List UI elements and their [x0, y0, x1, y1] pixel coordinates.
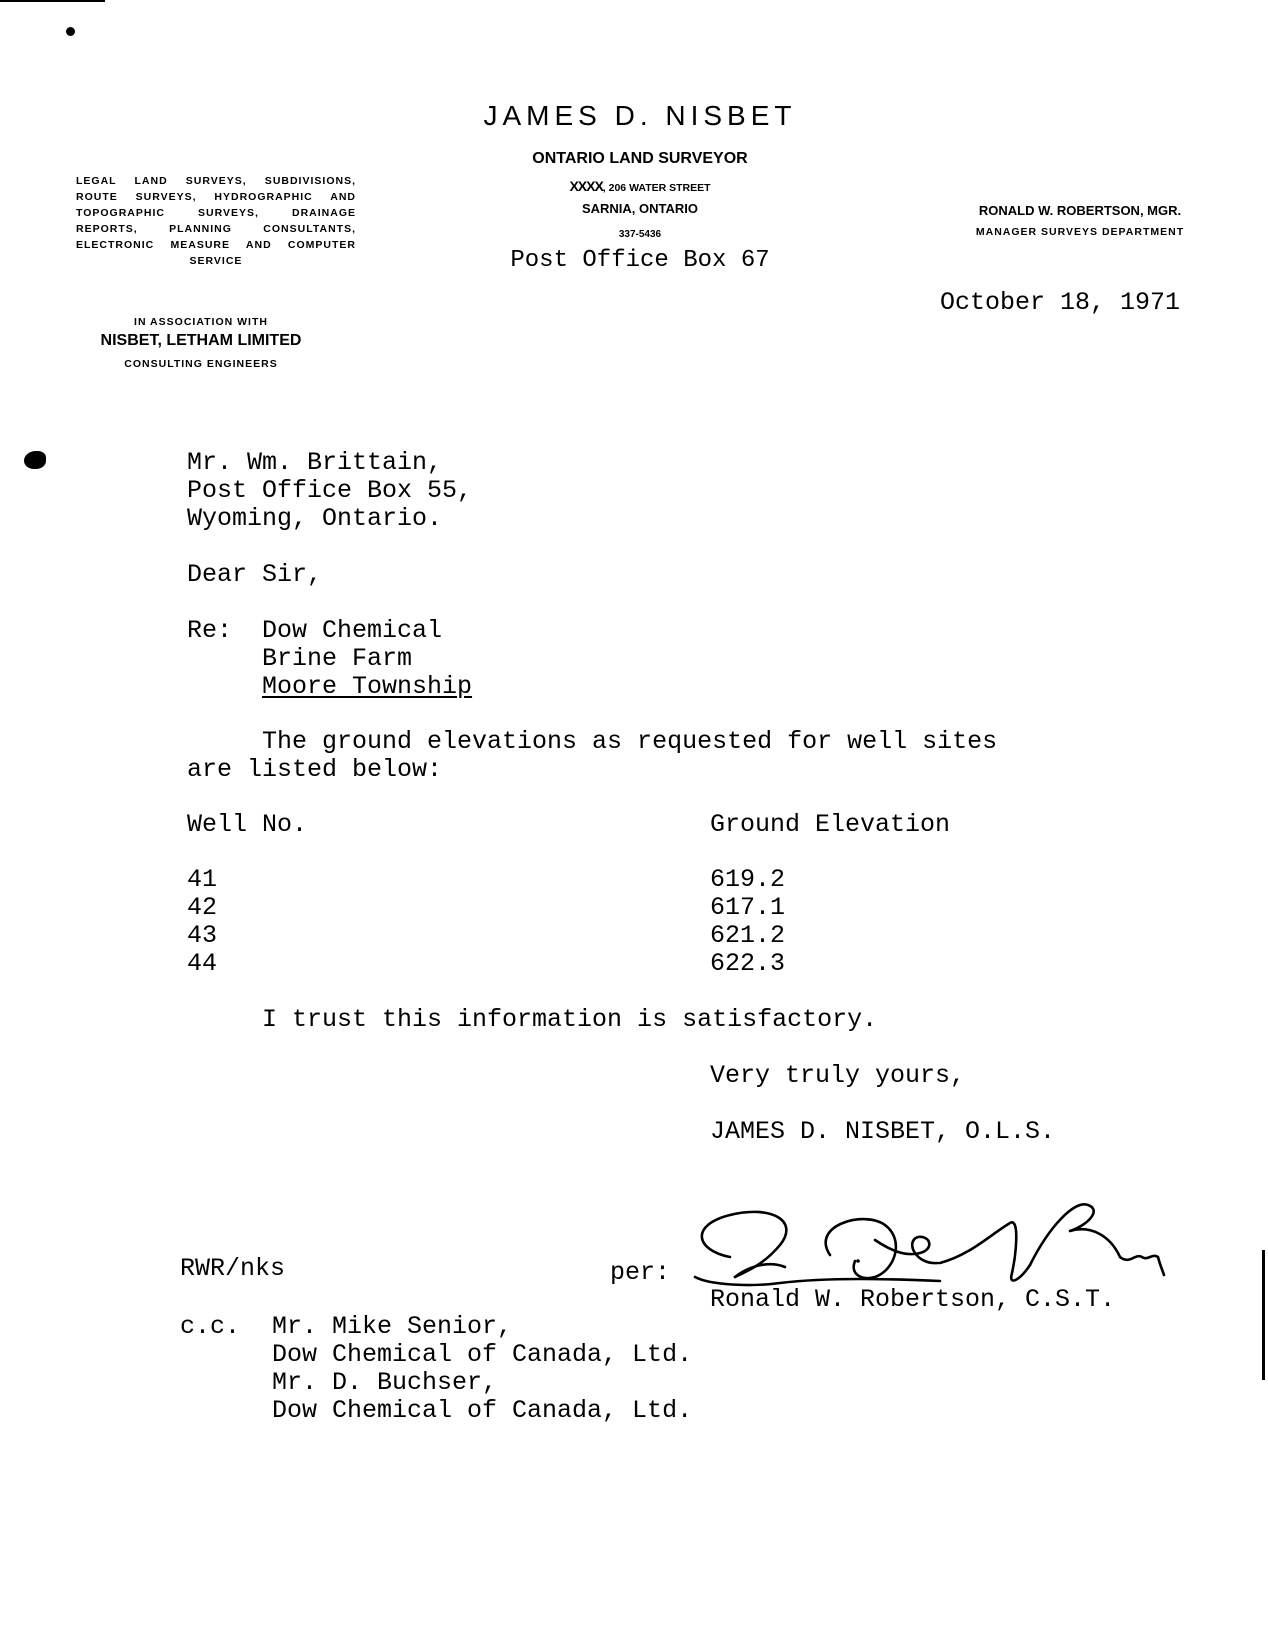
right-edge-line: [1262, 1250, 1265, 1380]
table-cell-well: 44: [187, 949, 218, 978]
cc-label: c.c.: [180, 1312, 241, 1341]
services-line: LEGAL LAND SURVEYS, SUBDIVISIONS,: [76, 175, 356, 187]
struck-out-box-number: XXXX: [569, 178, 603, 194]
table-cell-elevation: 619.2: [710, 865, 786, 894]
table-cell-well: 41: [187, 865, 218, 894]
firm-signature: JAMES D. NISBET, O.L.S.: [710, 1117, 1056, 1146]
punch-hole-mark: [24, 451, 46, 469]
cc-line: Mr. Mike Senior,: [272, 1312, 513, 1341]
per-label: per:: [610, 1258, 671, 1287]
body-text: The ground elevations as requested for well sites: [262, 727, 998, 756]
salutation: Dear Sir,: [187, 560, 323, 589]
services-line: SERVICE: [189, 255, 243, 267]
recipient-line: Mr. Wm. Brittain,: [187, 448, 443, 477]
letterhead-title: ONTARIO LAND SURVEYOR: [532, 150, 748, 167]
services-line: REPORTS, PLANNING CONSULTANTS,: [76, 223, 356, 235]
scan-dot-mark: [66, 27, 75, 36]
association-name: NISBET, LETHAM LIMITED: [100, 332, 302, 349]
letterhead-street: [450, 178, 830, 194]
services-line: ROUTE SURVEYS, HYDROGRAPHIC AND: [76, 191, 356, 203]
manager-title: MANAGER SURVEYS DEPARTMENT: [975, 226, 1185, 238]
closing-line: I trust this information is satisfactory.: [262, 1005, 878, 1034]
letterhead-po-box: Post Office Box 67: [510, 247, 770, 274]
association-label: IN ASSOCIATION WITH: [134, 316, 268, 328]
table-cell-elevation: 617.1: [710, 893, 786, 922]
top-edge-line: [0, 0, 105, 2]
letterhead-phone: 337-5436: [618, 229, 662, 240]
services-line: ELECTRONIC MEASURE AND COMPUTER: [76, 239, 356, 251]
cc-line: Mr. D. Buchser,: [272, 1368, 498, 1397]
table-cell-well: 43: [187, 921, 218, 950]
re-label: Re:: [187, 616, 233, 645]
letterhead-city: SARNIA, ONTARIO: [581, 201, 699, 216]
cc-line: Dow Chemical of Canada, Ltd.: [272, 1396, 693, 1425]
body-text: are listed below:: [187, 755, 443, 784]
table-header-well: Well No.: [187, 810, 308, 839]
table-cell-elevation: 622.3: [710, 949, 786, 978]
cc-line: Dow Chemical of Canada, Ltd.: [272, 1340, 693, 1369]
recipient-line: Post Office Box 55,: [187, 476, 473, 505]
re-line: Dow Chemical: [262, 616, 443, 645]
signer-name: Ronald W. Robertson, C.S.T.: [710, 1285, 1116, 1314]
re-line: Brine Farm: [262, 644, 413, 673]
table-cell-well: 42: [187, 893, 218, 922]
table-cell-elevation: 621.2: [710, 921, 786, 950]
complimentary-close: Very truly yours,: [710, 1061, 966, 1090]
services-line: TOPOGRAPHIC SURVEYS, DRAINAGE: [76, 207, 356, 219]
recipient-line: Wyoming, Ontario.: [187, 504, 443, 533]
association-sub: CONSULTING ENGINEERS: [124, 358, 278, 370]
street-address: , 206 WATER STREET: [602, 182, 711, 194]
re-line-underlined: Moore Township: [262, 672, 473, 701]
manager-name: RONALD W. ROBERTSON, MGR.: [978, 203, 1182, 218]
typist-initials: RWR/nks: [180, 1254, 286, 1283]
letter-date: October 18, 1971: [940, 288, 1181, 317]
table-header-elevation: Ground Elevation: [710, 810, 951, 839]
services-list: [76, 173, 356, 269]
letterhead-name: JAMES D. NISBET: [483, 100, 797, 131]
